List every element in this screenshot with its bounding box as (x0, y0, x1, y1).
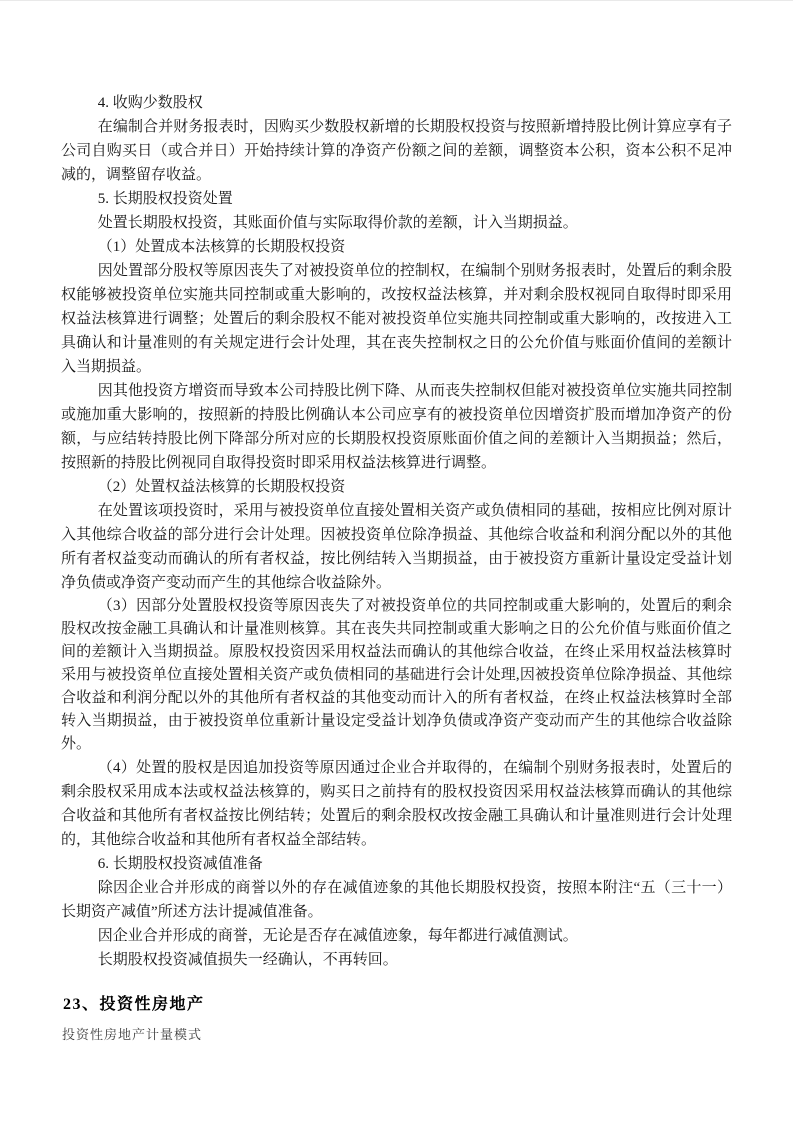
heading-impairment-provision: 6. 长期股权投资减值准备 (97, 856, 263, 872)
section-heading-investment-property: 23、投资性房地产 (63, 996, 205, 1013)
document-content (61, 91, 732, 1044)
para-disposal-equity-method: 在处置该项投资时，采用与被投资单位直接处置相关资产或负债相同的基础，按相应比例对原计入其他综合收益的部分进行会计处理。因被投资单位除净损益、其他综合收益和利润分配以外的其他所有者权益变动而确认的所有者权益，按比例结转入当期损益，由于被投资方重新计量设定受益计划净负债或净资产变动而产生的其他综合收益除外。 (61, 503, 732, 591)
para-disposal-item3-loss-of-joint-control: （3）因部分处置股权投资等原因丧失了对被投资单位的共同控制或重大影响的，处置后的剩余股权改按金融工具确认和计量准则核算。其在丧失共同控制或重大影响之日的公允价值与账面价值之间的差额计入当期损益。原股权投资因采用权益法而确认的其他综合收益，在终止采用权益法核算时采用与被投资单位直接处置相关资产或负债相同的基础进行会计处理,因被投资单位除净损益、其他综合收益和利润分配以外的其他所有者权益的其他变动而计入的所有者权益，在终止权益法核算时全部转入当期损益，由于被投资单位重新计量设定受益计划净负债或净资产变动而产生的其他综合收益除外。 (61, 598, 732, 752)
para-impairment-no-reversal: 长期股权投资减值损失一经确认，不再转回。 (97, 952, 398, 968)
para-disposal-item4-business-combination: （4）处置的股权是因追加投资等原因通过企业合并取得的，在编制个别财务报表时，处置后的剩余股权采用成本法或权益法核算的，购买日之前持有的股权投资因采用权益法核算而确认的其他综合收益和其他所有者权益按比例结转；处置后的剩余股权改按金融工具确认和计量准则进行会计处理的，其他综合收益和其他所有者权益全部结转。 (61, 760, 732, 848)
para-disposal-cost-method-dilution: 因其他投资方增资而导致本公司持股比例下降、从而丧失控制权但能对被投资单位实施共同控制或施加重大影响的，按照新的持股比例确认本公司应享有的被投资单位因增资扩股而增加净资产的份额，与应结转持股比例下降部分所对应的长期股权投资原账面价值之间的差额计入当期损益；然后，按照新的持股比例视同自取得投资时即采用权益法核算进行调整。 (61, 383, 732, 471)
heading-lt-equity-investment-disposal: 5. 长期股权投资处置 (97, 191, 233, 207)
para-goodwill-annual-impairment-test: 因企业合并形成的商誉，无论是否存在减值迹象，每年都进行减值测试。 (97, 928, 578, 944)
para-disposal-cost-method-loss-of-control: 因处置部分股权等原因丧失了对被投资单位的控制权，在编制个别财务报表时，处置后的剩余股权能够被投资单位实施共同控制或重大影响的，改按权益法核算，并对剩余股权视同自取得时即采用权益法核算进行调整；处置后的剩余股权不能对被投资单位实施共同控制或重大影响的，改按进入工具确认和计量准则的有关规定进行会计处理，其在丧失控制权之日的公允价值与账面价值间的差额计入当期损益。 (61, 263, 732, 375)
heading-acquire-minority-equity: 4. 收购少数股权 (97, 95, 203, 111)
para-impairment-method-reference: 除因企业合并形成的商誉以外的存在减值迹象的其他长期股权投资，按照本附注“五（三十一）长期资产减值”所述方法计提减值准备。 (61, 880, 732, 920)
subheading-disposal-cost-method: （1）处置成本法核算的长期股权投资 (97, 239, 346, 255)
para-disposal-general: 处置长期股权投资，其账面价值与实际取得价款的差额，计入当期损益。 (97, 215, 578, 231)
para-acquire-minority-equity: 在编制合并财务报表时，因购买少数股权新增的长期股权投资与按照新增持股比例计算应享有子公司自购买日（或合并日）开始持续计算的净资产份额之间的差额，调整资本公积，资本公积不足冲减的，调整留存收益。 (61, 119, 732, 183)
caption-investment-property-measurement-model: 投资性房地产计量模式 (62, 1027, 203, 1042)
subheading-disposal-equity-method: （2）处置权益法核算的长期股权投资 (97, 479, 346, 495)
